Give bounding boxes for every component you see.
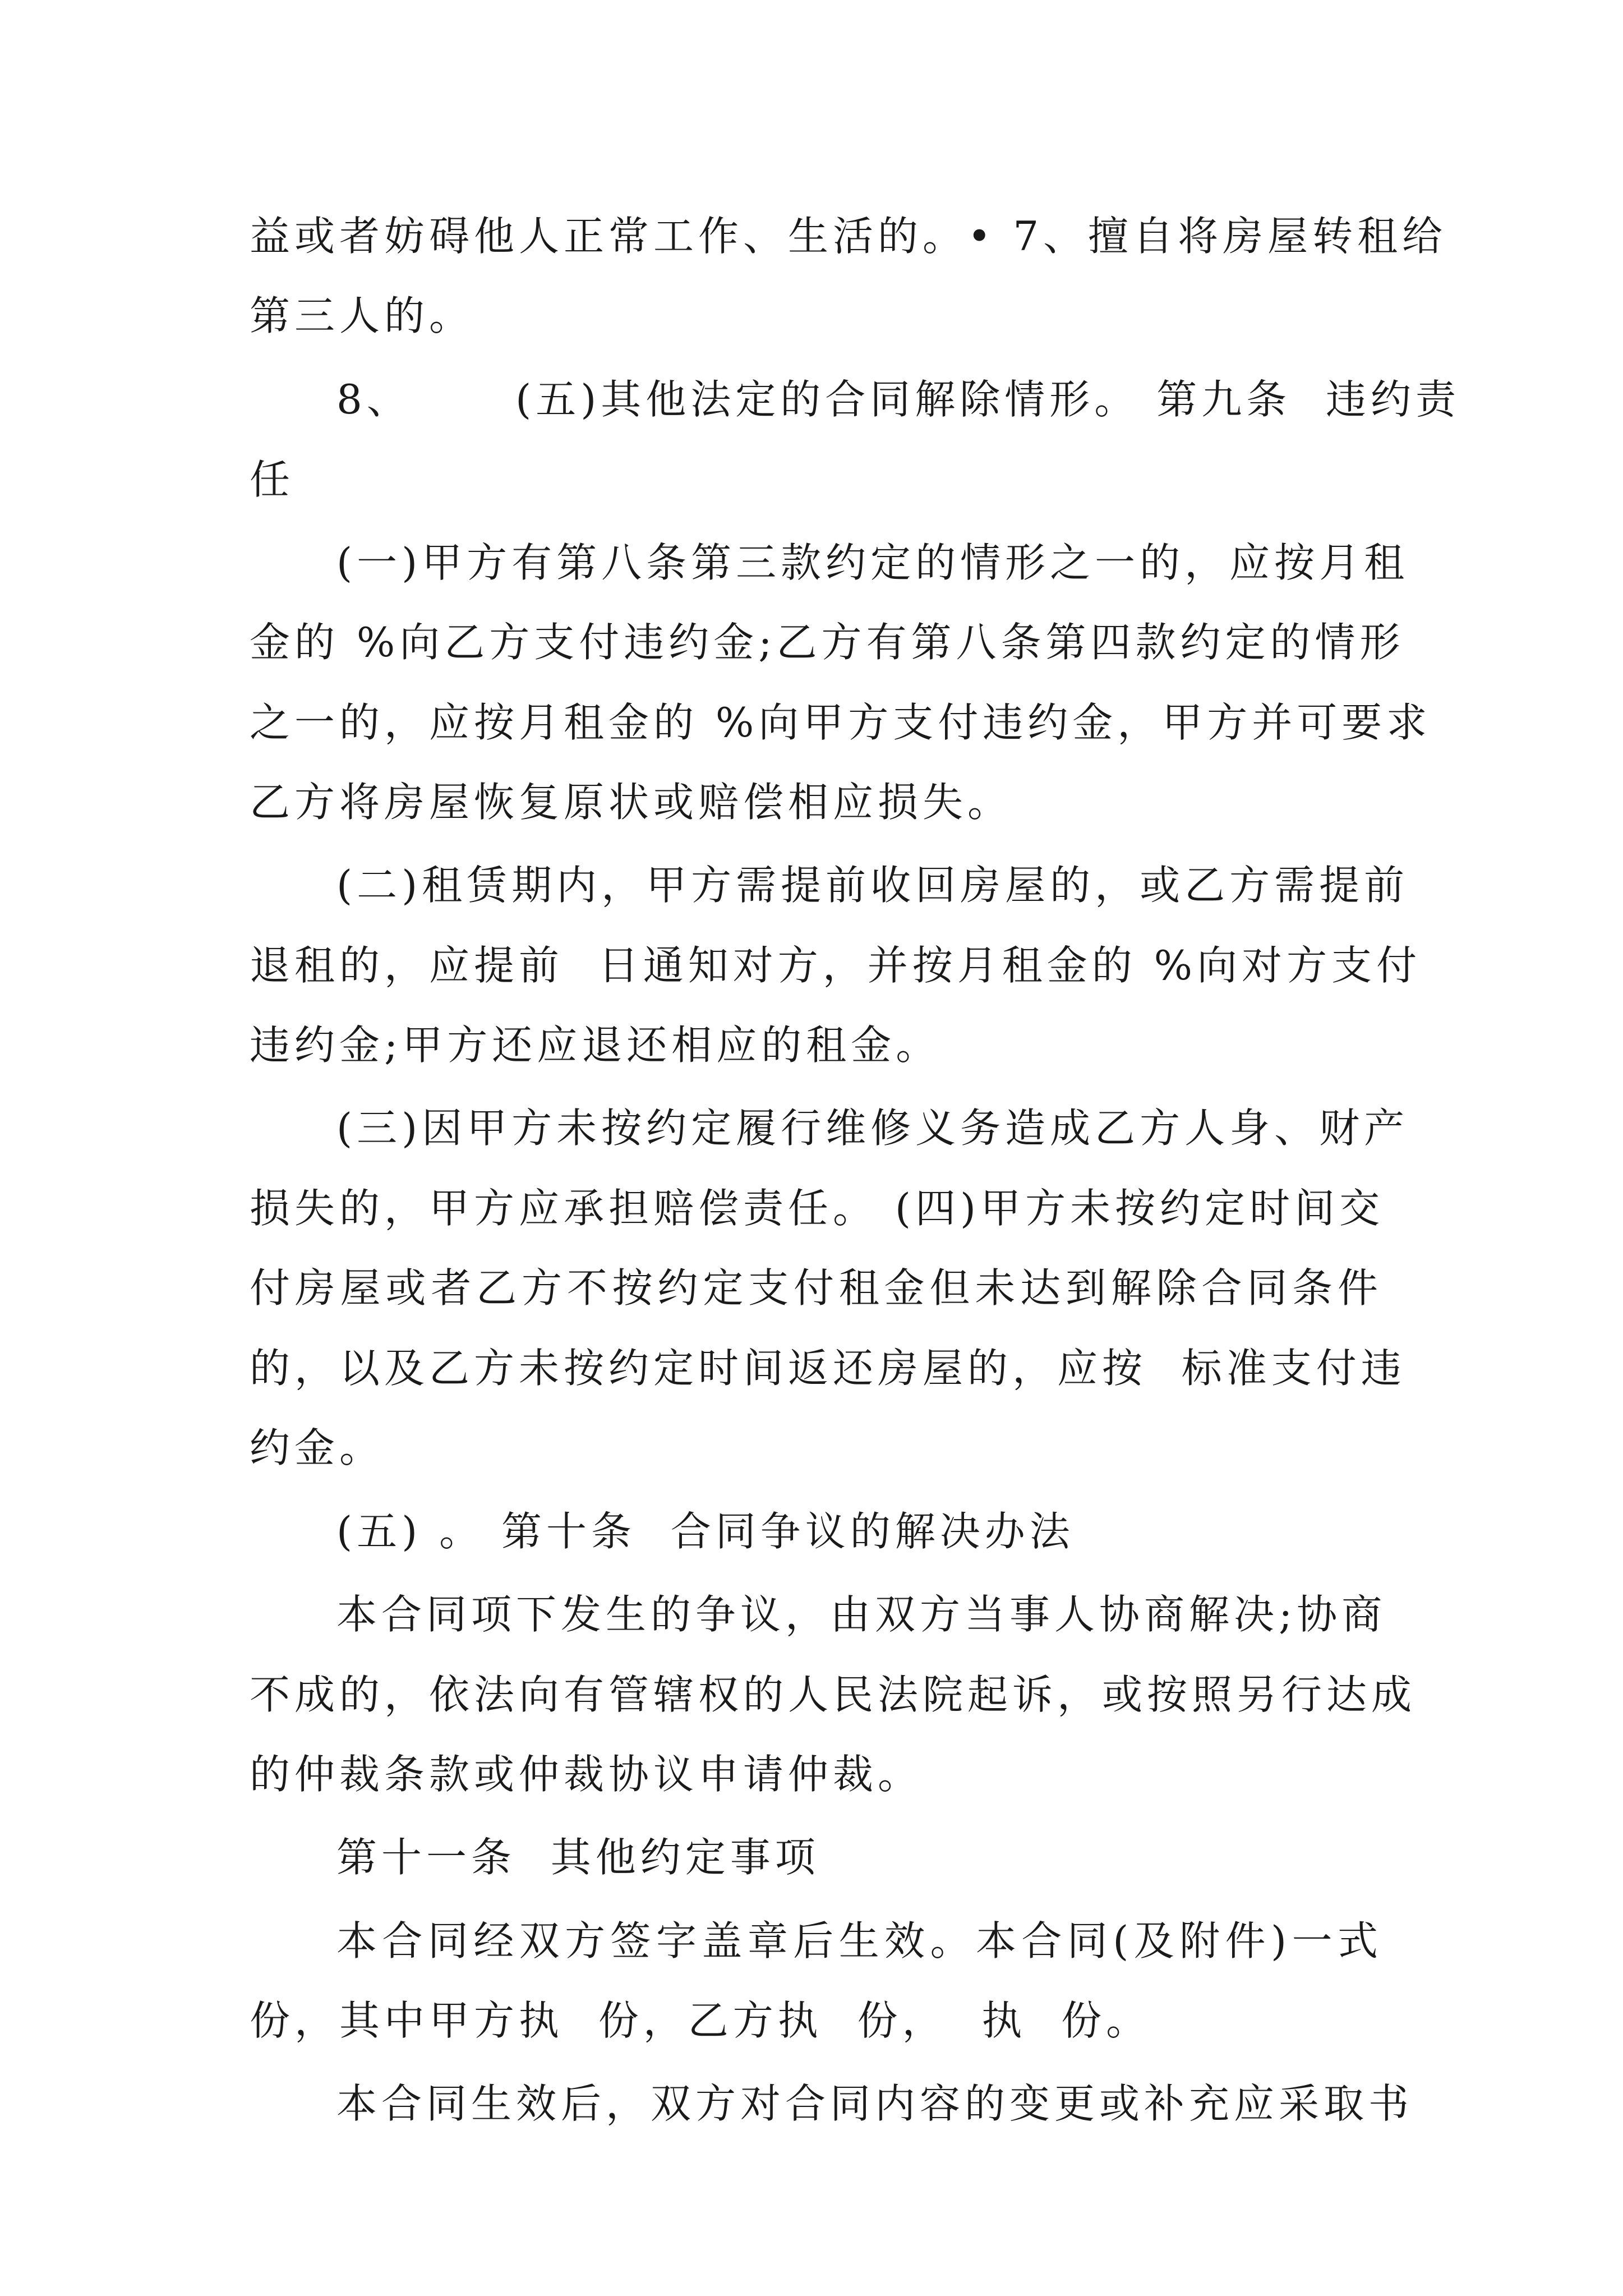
text-line: 8、 (五)其他法定的合同解除情形。 第九条 违约责 [336, 376, 1460, 423]
text-line: 本合同生效后，双方对合同内容的变更或补充应采取书 [336, 2080, 1414, 2127]
text-line: 不成的，依法向有管辖权的人民法院起诉，或按照另行达成 [250, 1671, 1417, 1718]
text-line: (五) 。 第十条 合同争议的解决办法 [336, 1508, 1075, 1555]
text-line: 本合同项下发生的争议，由双方当事人协商解决;协商 [336, 1591, 1387, 1638]
text-line: (二)租赁期内，甲方需提前收回房屋的，或乙方需提前 [336, 862, 1409, 909]
text-line: 金的 %向乙方支付违约金;乙方有第八条第四款约定的情形 [250, 619, 1405, 666]
text-line: (一)甲方有第八条第三款约定的情形之一的，应按月租 [336, 539, 1409, 586]
text-line: 本合同经双方签字盖章后生效。本合同(及附件)一式 [336, 1917, 1382, 1964]
text-line: 损失的，甲方应承担赔偿责任。 (四)甲方未按约定时间交 [250, 1185, 1385, 1232]
text-line: 益或者妨碍他人正常工作、生活的。• 7、擅自将房屋转租给 [250, 213, 1447, 260]
text-line: 乙方将房屋恢复原状或赔偿相应损失。 [250, 779, 1013, 826]
text-line: 的，以及乙方未按约定时间返还房屋的，应按 标准支付违 [250, 1345, 1406, 1392]
text-line: 任 [250, 456, 295, 503]
text-line: 第十一条 其他约定事项 [336, 1834, 820, 1881]
text-line: 约金。 [250, 1424, 385, 1471]
text-line: 违约金;甲方还应退还相应的租金。 [250, 1022, 941, 1069]
text-line: 第三人的。 [250, 292, 474, 339]
text-line: 之一的，应按月租金的 %向甲方支付违约金，甲方并可要求 [250, 699, 1432, 746]
text-line: 的仲裁条款或仲裁协议申请仲裁。 [250, 1751, 923, 1798]
text-line: (三)因甲方未按约定履行维修义务造成乙方人身、财产 [336, 1105, 1409, 1152]
text-line: 退租的，应提前 日通知对方，并按月租金的 %向对方支付 [250, 942, 1422, 989]
text-line: 份，其中甲方执 份，乙方执 份， 执 份。 [250, 1997, 1151, 2044]
text-line: 付房屋或者乙方不按约定支付租金但未达到解除合同条件 [250, 1264, 1382, 1312]
